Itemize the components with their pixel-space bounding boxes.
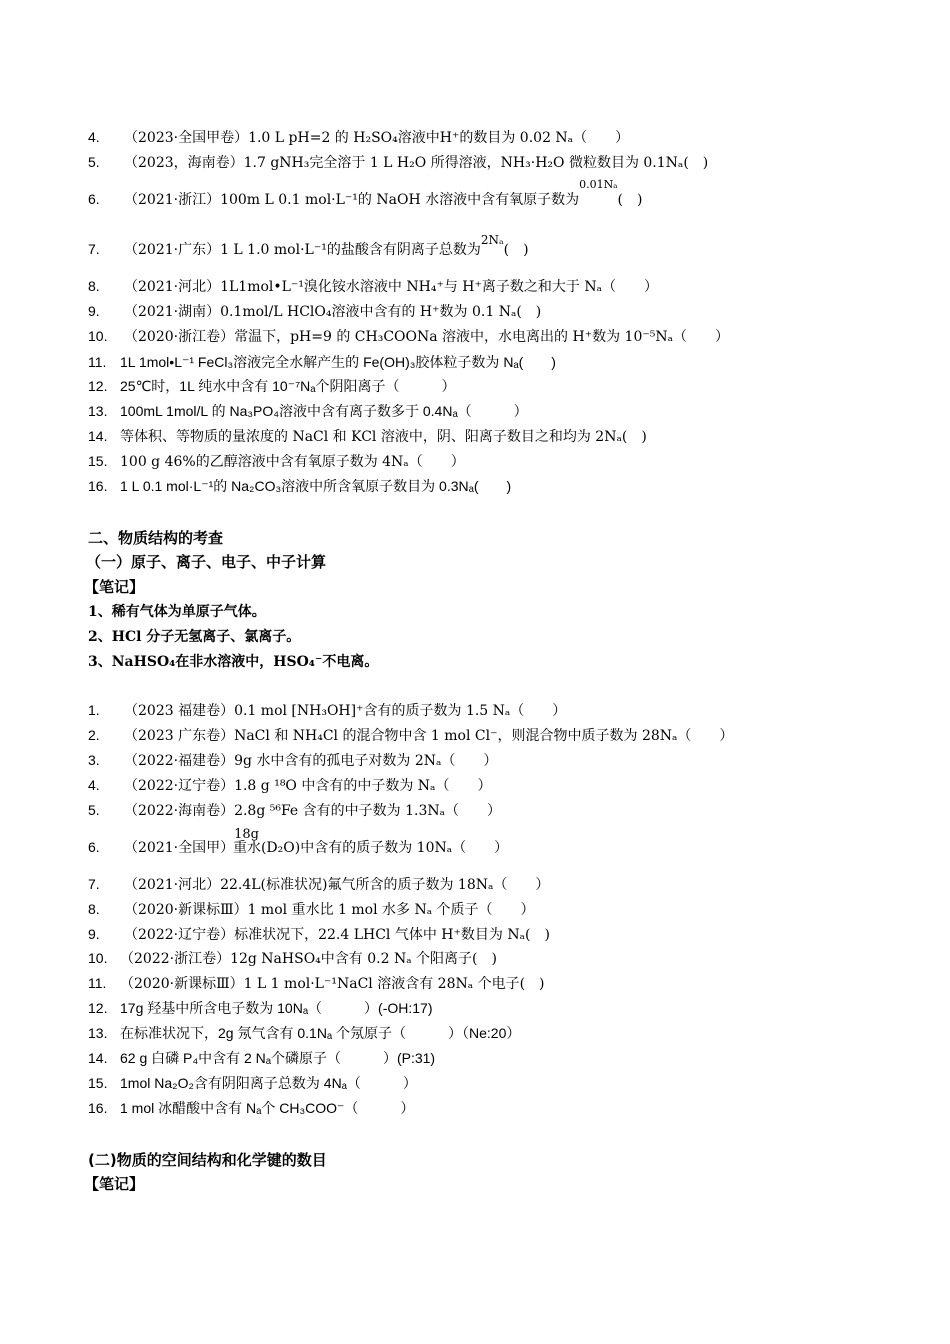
list-item: 12. 17g 羟基中所含电子数为 10Nₐ（ ）(-OH:17) (88, 1000, 433, 1016)
list-item: 7. （2021·河北）22.4L(标准状况)氟气所含的质子数为 18Nₐ（ ） (88, 876, 550, 893)
list-item: 9. （2022·辽宁卷）标准状况下，22.4 LHCl 气体中 H⁺数目为 Nₐ( ) (88, 926, 550, 943)
floating-formula: 0.01Nₐ (579, 178, 618, 191)
list-item: 10. （2022·浙江卷）12g NaHSO₄中含有 0.2 Nₐ 个阳离子( ) (88, 950, 497, 967)
floating-formula: 18g (234, 827, 259, 842)
list-item: 8. （2020·新课标Ⅲ）1 mol 重水比 1 mol 水多 Nₐ 个质子（ ） (88, 901, 535, 918)
note-line: 1、稀有气体为单原子气体。 (88, 604, 266, 620)
list-item: 6. （2021·浙江）100m L 0.1 mol·L⁻¹的 NaOH 水溶液中含有氧原子数为$^{0.01N_a}$( ) (88, 178, 643, 208)
list-item: 15. 1mol Na₂O₂含有阴阳离子总数为 4Nₐ（ ） (88, 1075, 417, 1091)
list-item: 13. 在标准状况下，2g 氖气含有 0.1Nₐ 个氖原子（ ）（Ne:20） (88, 1025, 521, 1041)
list-item: 16. 1 mol 冰醋酸中含有 Nₐ个 CH₃COO⁻（ ） (88, 1100, 415, 1116)
note-label: 【笔记】 (84, 578, 145, 596)
subsection-title: （一）原子、离子、电子、中子计算 (86, 553, 327, 571)
list-item: 11. （2020·新课标Ⅲ）1 L 1 mol·L⁻¹NaCl 溶液含有 28Nₐ 个电子( ) (88, 975, 545, 992)
list-item: 9. （2021·湖南）0.1mol/L HClO₄溶液中含有的 H⁺数为 0.1 Nₐ( ) (88, 303, 542, 320)
list-item: 4. （2022·辽宁卷）1.8 g ¹⁸O 中含有的中子数为 Nₐ（ ） (88, 777, 492, 794)
list-item: 14. 等体积、等物质的量浓度的 NaCl 和 KCl 溶液中，阴、阳离子数目之和均为 2Nₐ( ) (88, 428, 647, 445)
list-item: 14. 62 g 白磷 P₄中含有 2 Nₐ个磷原子（ ）(P:31) (88, 1050, 436, 1066)
list-item: 13. 100mL 1mol/L 的 Na₃PO₄溶液中含有离子数多于 0.4Nₐ（ ） (88, 403, 528, 419)
list-item: 3. （2022·福建卷）9g 水中含有的孤电子对数为 2Nₐ（ ） (88, 752, 498, 769)
list-item: 2. （2023 广东卷）NaCl 和 NH₄Cl 的混合物中含 1 mol Cl⁻，则混合物中质子数为 28Nₐ（ ） (88, 727, 734, 744)
floating-formula: 2Nₐ (480, 233, 504, 247)
list-item: 5. （2022·海南卷）2.8g ⁵⁶Fe 含有的中子数为 1.3Nₐ（ ） (88, 802, 502, 819)
note-line: 2、HCl 分子无氢离子、氯离子。 (88, 629, 301, 645)
list-item: 16. 1 L 0.1 mol·L⁻¹的 Na₂CO₃溶液中所含氧原子数目为 0.3Nₐ( ) (88, 478, 512, 494)
list-item: 10. （2020·浙江卷）常温下，pH=9 的 CH₃COONa 溶液中，水电离出的 H⁺数为 10⁻⁵Nₐ（ ） (88, 328, 729, 345)
list-item: 5. （2023，海南卷）1.7 gNH₃完全溶于 1 L H₂O 所得溶液，NH₃·H₂O 微粒数目为 0.1Nₐ( ) (88, 154, 709, 171)
list-item: 11. 1L 1mol•L⁻¹ FeCl₃溶液完全水解产生的 Fe(OH)₃胶体粒子数为 Nₐ( ) (88, 354, 556, 370)
list-item: 8. （2021·河北）1L1mol•L⁻¹溴化铵水溶液中 NH₄⁺与 H⁺离子数之和大于 Nₐ（ ） (88, 278, 658, 295)
list-item: 4. （2023·全国甲卷）1.0 L pH=2 的 H₂SO₄溶液中H⁺的数目为 0.02 Nₐ（ ） (88, 129, 630, 146)
list-item: 7. （2021·广东）1 L 1.0 mol·L⁻¹的盐酸含有阴离子总数为2Nₐ( ) (88, 233, 529, 258)
list-item: 1. （2023 福建卷）0.1 mol [NH₃OH]⁺含有的质子数为 1.5 Nₐ（ ） (88, 702, 567, 719)
list-item: 6. （2021·全国甲）18g重水(D₂O)中含有的质子数为 10Nₐ（ ） (88, 827, 509, 856)
note-line: 3、NaHSO₄在非水溶液中，HSO₄⁻不电离。 (88, 654, 379, 670)
section-title: 二、物质结构的考查 (88, 529, 224, 547)
list-item: 12. 25℃时，1L 纯水中含有 10⁻⁷Nₐ个阴阳离子（ ） (88, 378, 456, 394)
subsection-title: (二)物质的空间结构和化学键的数目 (88, 1151, 327, 1169)
note-label: 【笔记】 (84, 1175, 145, 1193)
list-item: 15. 100 g 46%的乙醇溶液中含有氧原子数为 4Nₐ（ ） (88, 453, 465, 470)
